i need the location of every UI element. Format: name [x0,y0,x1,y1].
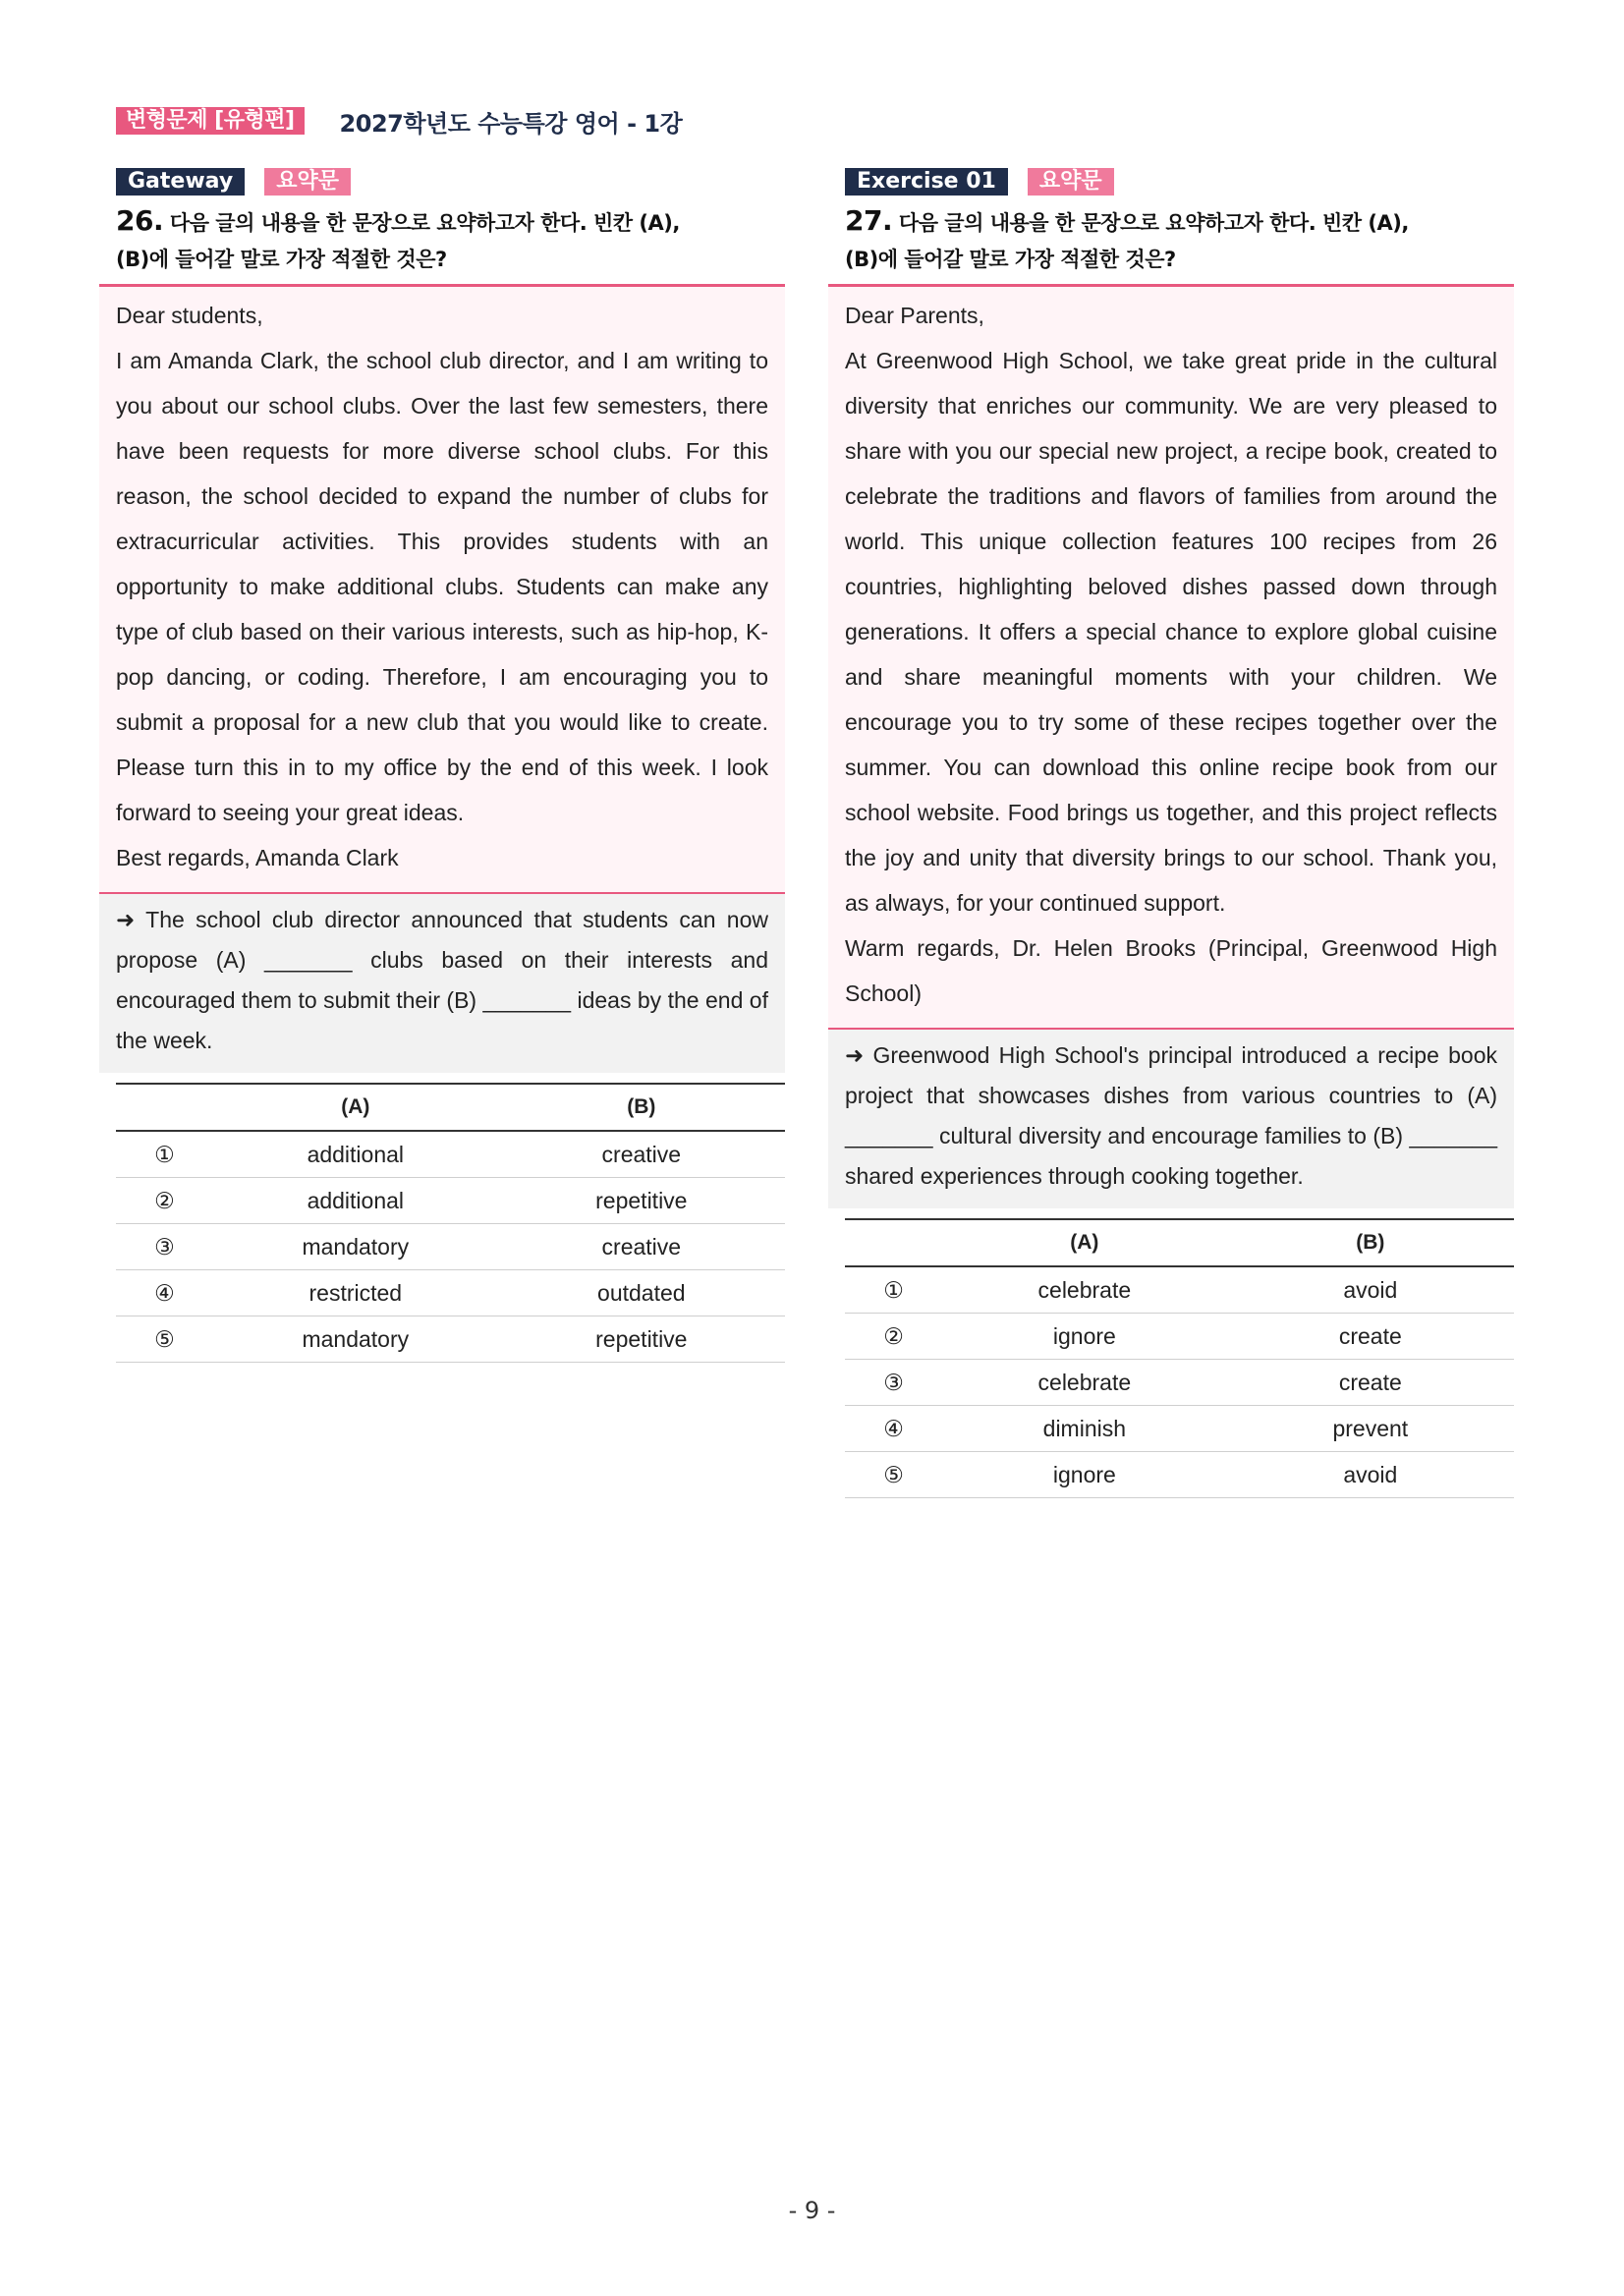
header-title: 2027학년도 수능특강 영어 - 1강 [339,109,683,138]
type-tag: 요약문 [264,168,351,196]
answer-choices-table [845,1218,1514,1498]
answer-choice-2[interactable] [116,1178,785,1224]
summary-sentence: ➜ Greenwood High School's principal introduced a recipe book project that showcases dishes from various countries to (A) _______ cultural diversity and encourage families to (B) _______ shared experiences through cooking together. [828,1030,1514,1208]
table-header-num [116,1084,213,1131]
question-number: 26. [116,204,164,237]
choice-b: create [1227,1314,1514,1360]
question-tags [845,167,1514,196]
table-header-row [845,1219,1514,1266]
choice-b: outdated [498,1270,785,1316]
question-text-line1: 다음 글의 내용을 한 문장으로 요약하고자 한다. 빈칸 (A), [898,211,1409,235]
choice-a: mandatory [213,1316,498,1363]
choice-a: ignore [942,1314,1227,1360]
answer-choice-5[interactable] [845,1452,1514,1498]
question-text-line1: 다음 글의 내용을 한 문장으로 요약하고자 한다. 빈칸 (A), [169,211,680,235]
answer-choice-3[interactable] [116,1224,785,1270]
table-header-num [845,1219,942,1266]
table-header-row [116,1084,785,1131]
choice-b: creative [498,1131,785,1178]
choice-b: prevent [1227,1406,1514,1452]
choice-number: ① [845,1266,942,1314]
passage-closing: Warm regards, Dr. Helen Brooks (Principal, Greenwood High School) [845,935,1497,1006]
choice-b: repetitive [498,1178,785,1224]
choice-number: ④ [845,1406,942,1452]
question-prompt [845,202,1513,278]
question-tags [116,167,785,196]
choice-a: restricted [213,1270,498,1316]
exercise-tag: Exercise 01 [845,168,1008,196]
choice-a: celebrate [942,1266,1227,1314]
answer-choice-4[interactable] [116,1270,785,1316]
choice-a: additional [213,1178,498,1224]
gateway-tag: Gateway [116,168,245,196]
question-number: 27. [845,204,893,237]
page-number: - 9 - [788,2197,836,2224]
answer-choice-5[interactable] [116,1316,785,1363]
choice-number: ④ [116,1270,213,1316]
table-header-b: (B) [498,1084,785,1131]
choice-number: ② [116,1178,213,1224]
choice-number: ① [116,1131,213,1178]
choice-a: ignore [942,1452,1227,1498]
question-26-column [99,167,785,1363]
choice-a: mandatory [213,1224,498,1270]
choice-b: avoid [1227,1452,1514,1498]
choice-b: create [1227,1360,1514,1406]
page-header [116,106,682,136]
choice-a: diminish [942,1406,1227,1452]
answer-choice-2[interactable] [845,1314,1514,1360]
answer-choice-4[interactable] [845,1406,1514,1452]
choice-b: repetitive [498,1316,785,1363]
passage-body: At Greenwood High School, we take great pride in the cultural diversity that enriches our community. We are very pleased to share with you our special new project, a recipe book, created to celebrate the traditions and flavors of families from around the world. This unique collection features 100 recipes from 26 countries, highlighting beloved dishes passed down through generations. It offers a special chance to explore global cuisine and share meaningful moments with your children. We encourage you to try some of these recipes together over the summer. You can download this online recipe book from our school website. Food brings us together, and this project reflects the joy and unity that diversity brings to our school. Thank you, as always, for your continued support. [845,348,1497,916]
answer-choice-1[interactable] [116,1131,785,1178]
question-text-line2: (B)에 들어갈 말로 가장 적절한 것은? [845,248,1176,271]
question-text-line2: (B)에 들어갈 말로 가장 적절한 것은? [116,248,447,271]
choice-number: ③ [116,1224,213,1270]
passage-box [99,284,785,894]
answer-choice-3[interactable] [845,1360,1514,1406]
choice-number: ③ [845,1360,942,1406]
passage-box [828,284,1514,1030]
choice-a: celebrate [942,1360,1227,1406]
choice-number: ② [845,1314,942,1360]
table-header-b: (B) [1227,1219,1514,1266]
choice-number: ⑤ [845,1452,942,1498]
summary-sentence: ➜ The school club director announced that students can now propose (A) _______ clubs based on their interests and encouraged them to submit their (B) _______ ideas by the end of the week. [99,894,785,1073]
answer-choices-table [116,1083,785,1363]
choice-b: avoid [1227,1266,1514,1314]
passage-body: I am Amanda Clark, the school club director, and I am writing to you about our school clubs. Over the last few semesters, there have been requests for more diverse school clubs. For this reason, the school decided to expand the number of clubs for extracurricular activities. This provides students with an opportunity to make additional clubs. Students can make any type of club based on their various interests, such as hip-hop, K-pop dancing, or coding. Therefore, I am encouraging you to submit a proposal for a new club that you would like to create. Please turn this in to my office by the end of this week. I look forward to seeing your great ideas. [116,348,768,825]
choice-b: creative [498,1224,785,1270]
question-prompt [116,202,784,278]
passage-greeting: Dear students, [116,303,263,328]
type-tag: 요약문 [1028,168,1114,196]
passage-closing: Best regards, Amanda Clark [116,845,399,870]
question-27-column [828,167,1514,1498]
table-header-a: (A) [213,1084,498,1131]
table-header-a: (A) [942,1219,1227,1266]
choice-number: ⑤ [116,1316,213,1363]
choice-a: additional [213,1131,498,1178]
answer-choice-1[interactable] [845,1266,1514,1314]
passage-greeting: Dear Parents, [845,303,984,328]
header-tag: 변형문제 [유형편] [116,107,305,135]
